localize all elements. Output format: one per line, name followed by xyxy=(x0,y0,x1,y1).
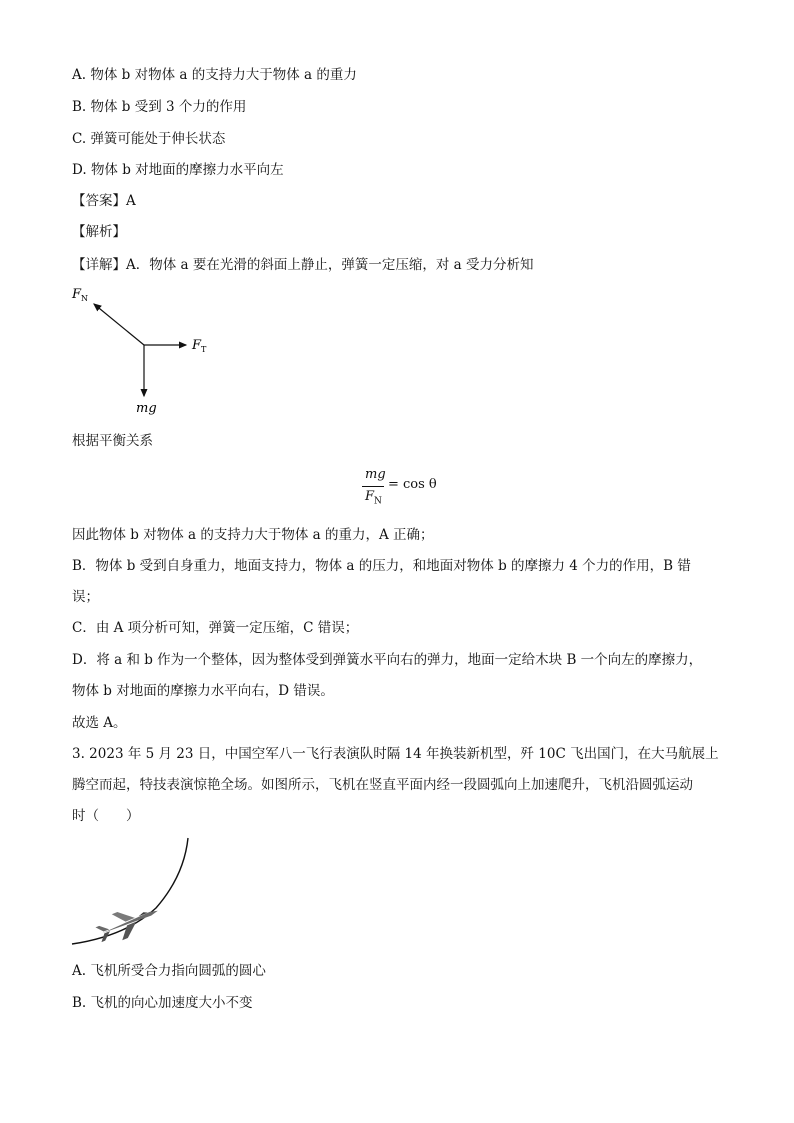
paragraph: 因此物体 b 对物体 a 的支持力大于物体 a 的重力，A 正确； xyxy=(72,527,434,543)
jet-arc-diagram xyxy=(66,836,196,951)
detail-line: 【详解】A．物体 a 要在光滑的斜面上静止，弹簧一定压缩，对 a 受力分析知 xyxy=(72,257,534,273)
mg-label: mg xyxy=(136,401,157,416)
force-diagram xyxy=(68,282,228,422)
paragraph: C．由 A 项分析可知，弹簧一定压缩，C 错误； xyxy=(72,620,359,636)
formula-rhs: = cos θ xyxy=(388,477,437,492)
option-c: C. 弹簧可能处于伸长状态 xyxy=(72,131,226,147)
option-a-q3: A. 飞机所受合力指向圆弧的圆心 xyxy=(72,963,266,979)
option-b-q3: B. 飞机的向心加速度大小不变 xyxy=(72,995,253,1011)
normal-force-arrow xyxy=(94,304,144,345)
question-3-line: 3. 2023 年 5 月 23 日，中国空军八一飞行表演队时隔 14 年换装新机型，歼 10C 飞出国门，在大马航展上 xyxy=(72,746,719,762)
paragraph: 故选 A。 xyxy=(72,715,127,731)
balance-formula xyxy=(362,467,452,511)
jet-icon xyxy=(93,898,163,948)
formula-numerator: mg xyxy=(365,467,386,482)
paragraph: 误； xyxy=(72,589,99,605)
paragraph: 物体 b 对地面的摩擦力水平向右，D 错误。 xyxy=(72,683,334,699)
fn-label: $F_N$ xyxy=(72,287,89,303)
paragraph: D．将 a 和 b 作为一个整体，因为整体受到弹簧水平向右的弹力，地面一定给木块 B 一个向左的摩擦力， xyxy=(72,652,703,668)
option-b: B. 物体 b 受到 3 个力的作用 xyxy=(72,99,247,115)
analysis-heading: 【解析】 xyxy=(72,224,126,240)
ft-label: $F_T$ xyxy=(192,338,207,354)
question-3-line: 腾空而起，特技表演惊艳全场。如图所示，飞机在竖直平面内经一段圆弧向上加速爬升，飞机沿圆弧运动 xyxy=(72,777,693,793)
option-a: A. 物体 b 对物体 a 的支持力大于物体 a 的重力 xyxy=(72,67,357,83)
option-d: D. 物体 b 对地面的摩擦力水平向左 xyxy=(72,162,284,178)
answer-line: 【答案】A xyxy=(72,193,136,209)
balance-text: 根据平衡关系 xyxy=(72,433,153,449)
formula-denominator: $F_N$ xyxy=(365,489,382,507)
fraction-bar xyxy=(362,486,384,487)
question-3-line: 时（ ） xyxy=(72,808,140,824)
paragraph: B．物体 b 受到自身重力，地面支持力，物体 a 的压力，和地面对物体 b 的摩擦力 4 个力的作用，B 错 xyxy=(72,558,691,574)
